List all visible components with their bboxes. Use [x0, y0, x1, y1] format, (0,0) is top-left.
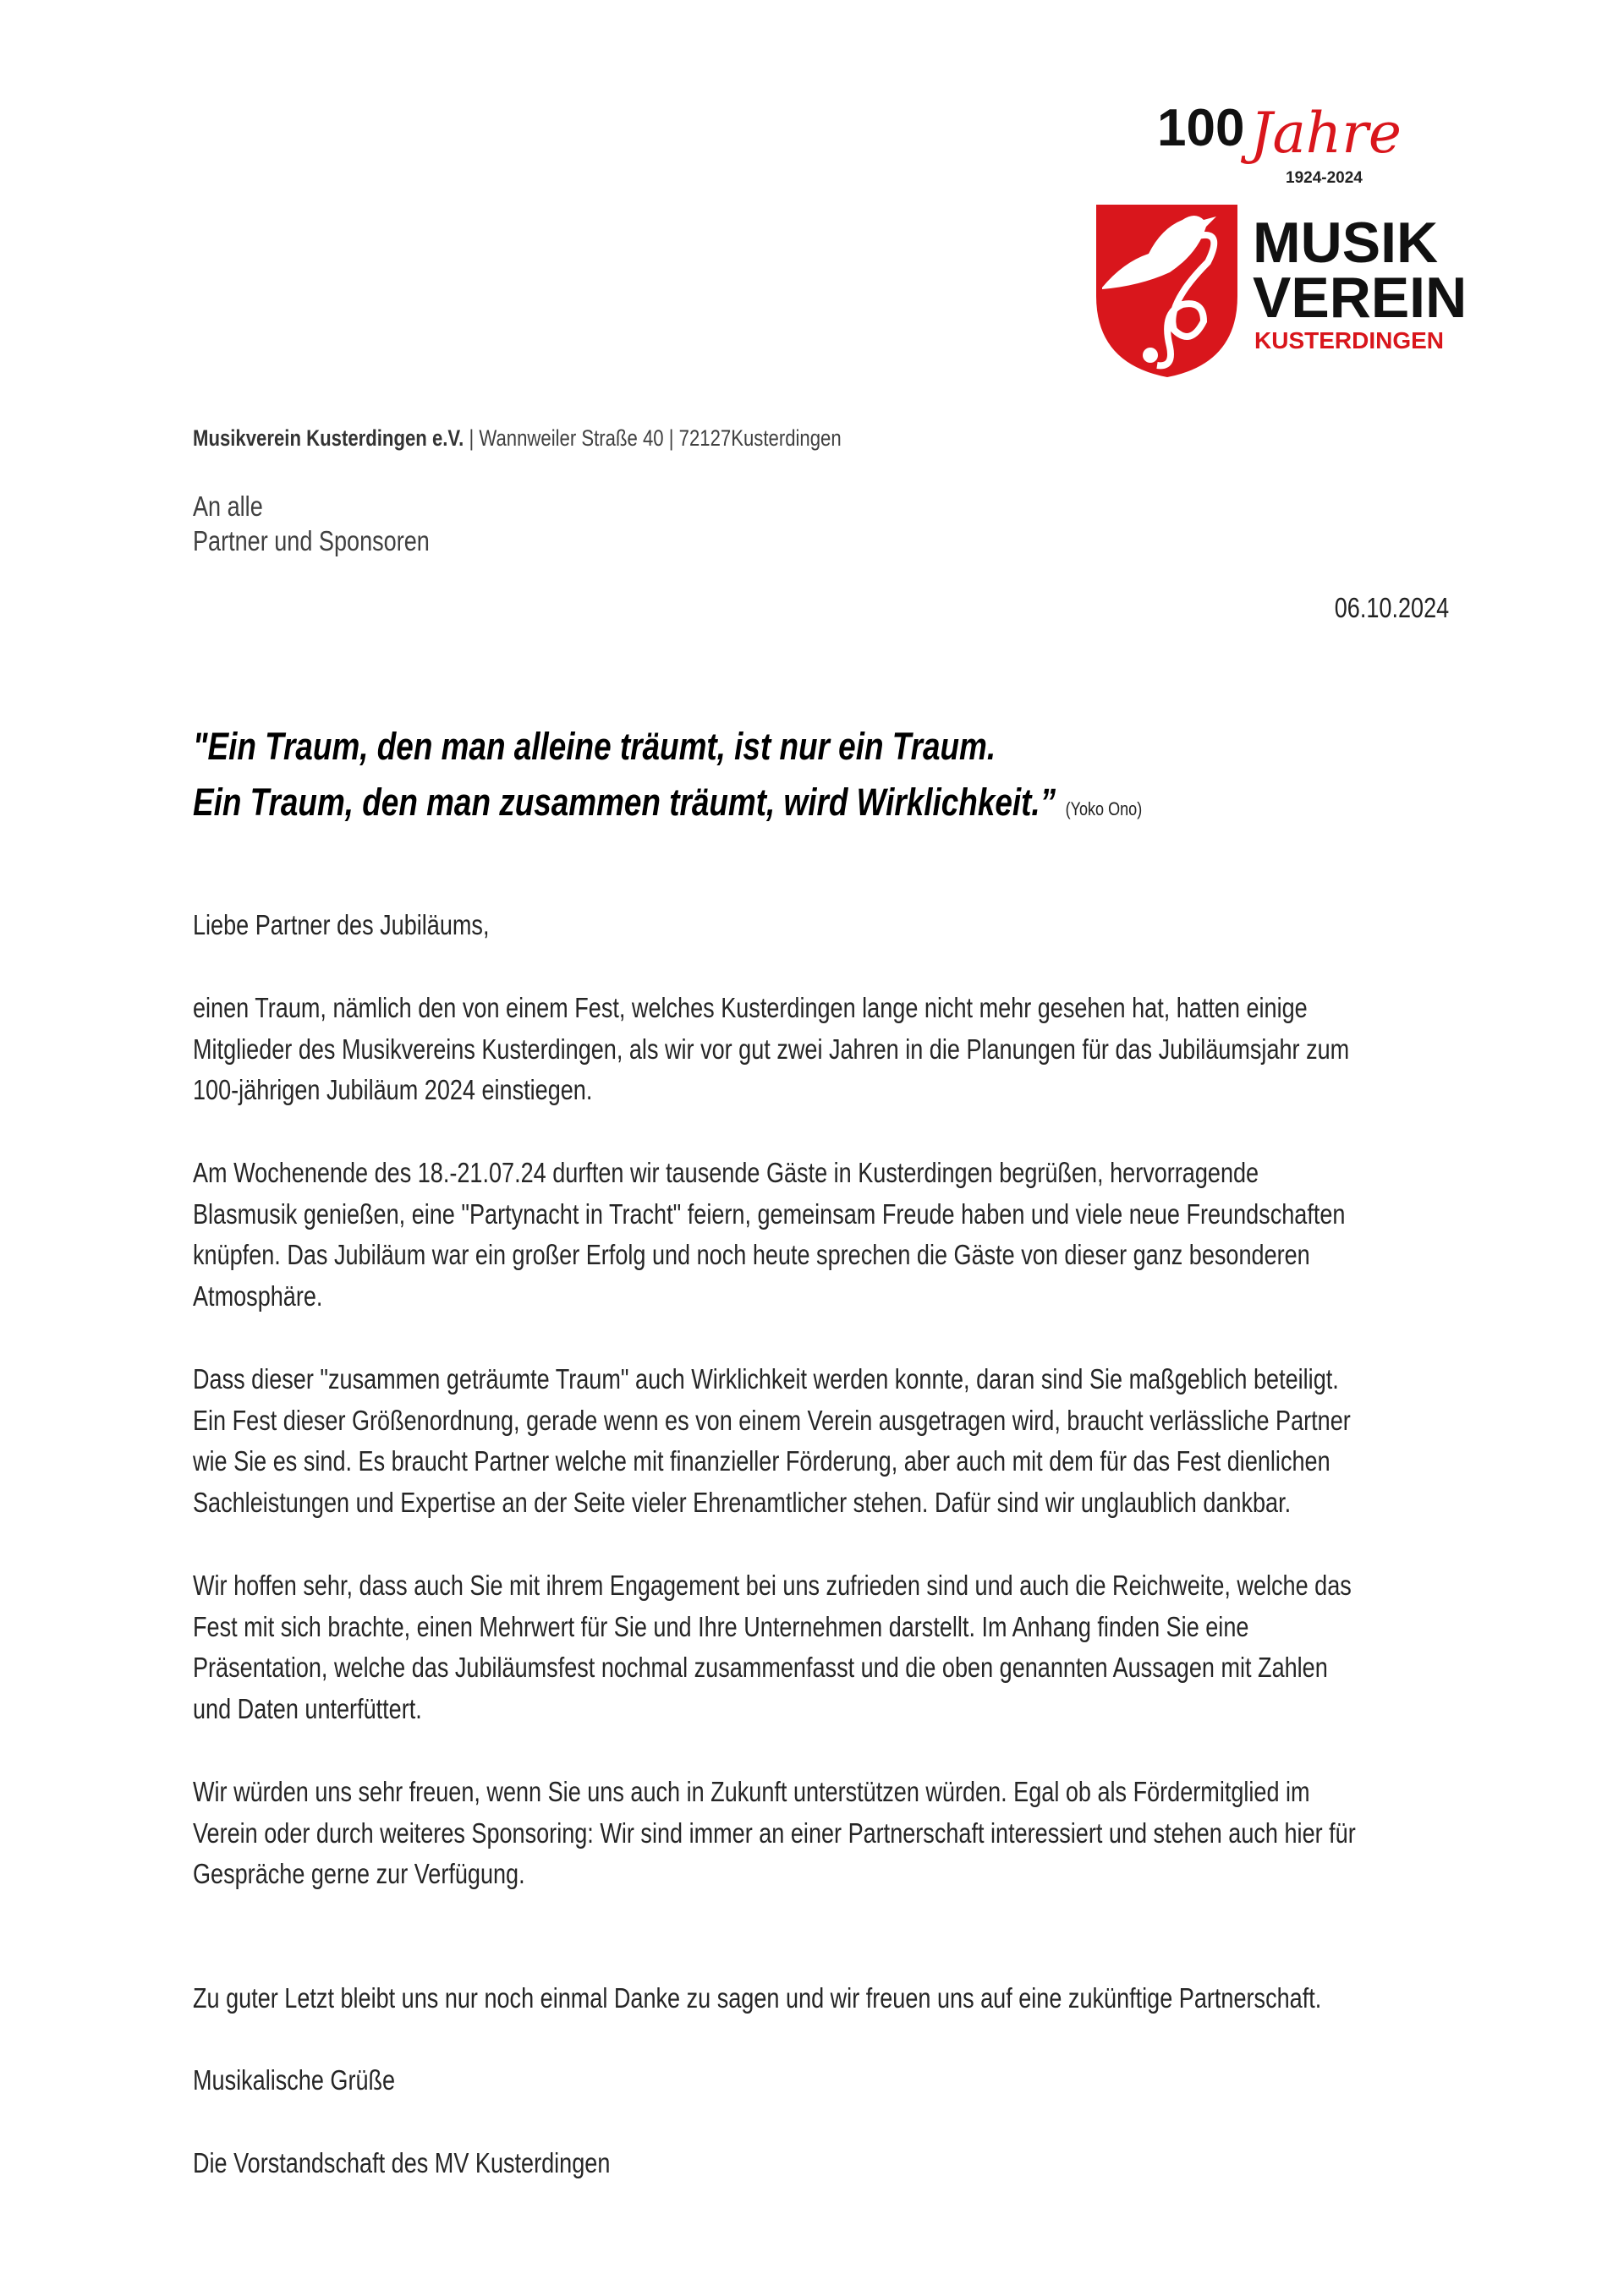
- signature: Die Vorstandschaft des MV Kusterdingen: [193, 2147, 611, 2178]
- paragraph-line: Atmosphäre.: [193, 1280, 323, 1312]
- recipient-block: [193, 489, 430, 558]
- sender-line: [193, 425, 842, 452]
- club-logo: [1089, 93, 1472, 381]
- closing-sentence: Zu guter Letzt bleibt uns nur noch einmal Danke zu sagen und wir freuen uns auf eine zukünftige Partnerschaft.: [193, 1982, 1322, 2014]
- sender-address: | Wannweiler Straße 40 | 72127Kusterdingen: [464, 425, 842, 451]
- paragraph-line: und Daten unterfüttert.: [193, 1692, 422, 1724]
- paragraph-line: Wir hoffen sehr, dass auch Sie mit ihrem Engagement bei uns zufrieden sind und auch die Reichweite, welche das: [193, 1570, 1352, 1601]
- paragraph-line: knüpfen. Das Jubiläum war ein großer Erfolg und noch heute sprechen die Gäste von dieser ganz besonderen: [193, 1239, 1310, 1270]
- paragraph-line: 100-jährigen Jubiläum 2024 einstiegen.: [193, 1074, 593, 1105]
- quote: [193, 719, 1142, 837]
- paragraph-1: [193, 988, 1349, 1111]
- paragraph-line: Sachleistungen und Expertise an der Seite vieler Ehrenamtlicher stehen. Dafür sind wir unglaublich dankbar.: [193, 1486, 1292, 1518]
- paragraph-line: Dass dieser "zusammen geträumte Traum" auch Wirklichkeit werden konnte, daran sind Sie maßgeblich beteiligt.: [193, 1363, 1339, 1395]
- recipient-line1: An alle: [193, 490, 263, 522]
- paragraph-line: Fest mit sich brachte, einen Mehrwert für Sie und Ihre Unternehmen darstellt. Im Anhang finden Sie eine: [193, 1610, 1249, 1642]
- salutation: Liebe Partner des Jubiläums,: [193, 909, 490, 940]
- paragraph-3: [193, 1359, 1351, 1523]
- logo-years: 1924-2024: [1286, 169, 1363, 187]
- paragraph-line: Wir würden uns sehr freuen, wenn Sie uns auch in Zukunft unterstützen würden. Egal ob als Fördermitglied im: [193, 1776, 1310, 1807]
- paragraph-4: [193, 1565, 1352, 1729]
- paragraph-line: Blasmusik genießen, eine "Partynacht in Tracht" feiern, gemeinsam Freude haben und viele neue Freundschaften: [193, 1197, 1346, 1230]
- logo-line2: VEREIN: [1253, 266, 1468, 330]
- logo-line1: MUSIK: [1253, 211, 1439, 275]
- paragraph-line: Ein Fest dieser Größenordnung, gerade wenn es von einem Verein ausgetragen wird, braucht verlässliche Partner: [193, 1404, 1351, 1436]
- sender-name: Musikverein Kusterdingen e.V.: [193, 425, 464, 451]
- logo-line3: KUSTERDINGEN: [1254, 327, 1445, 353]
- paragraph-2: [193, 1153, 1345, 1317]
- greeting: Musikalische Grüße: [193, 2064, 396, 2096]
- paragraph-5: [193, 1772, 1356, 1895]
- logo-anniversary-number: 100: [1157, 99, 1245, 157]
- paragraph-line: wie Sie es sind. Es braucht Partner welche mit finanzieller Förderung, aber auch mit dem für das Fest dienlichen: [193, 1445, 1330, 1477]
- paragraph-line: Mitglieder des Musikvereins Kusterdingen, als wir vor gut zwei Jahren in die Planungen für das Jubiläumsjahr zum: [193, 1033, 1350, 1065]
- paragraph-line: Präsentation, welche das Jubiläumsfest nochmal zusammenfasst und die oben genannten Aussagen mit Zahlen: [193, 1652, 1328, 1683]
- quote-line1: "Ein Traum, den man alleine träumt, ist nur ein Traum.: [193, 725, 996, 768]
- recipient-line2: Partner und Sponsoren: [193, 525, 430, 556]
- quote-line2: Ein Traum, den man zusammen träumt, wird Wirklichkeit.”: [193, 781, 1056, 824]
- logo-anniversary-word: Jahre: [1250, 101, 1402, 166]
- paragraph-line: Gespräche gerne zur Verfügung.: [193, 1858, 525, 1889]
- paragraph-line: einen Traum, nämlich den von einem Fest, welches Kusterdingen lange nicht mehr gesehen hat, hatten einige: [193, 992, 1308, 1023]
- letter-date: 06.10.2024: [1334, 592, 1449, 623]
- paragraph-line: Verein oder durch weiteres Sponsoring: Wir sind immer an einer Partnerschaft interessiert und stehen auch hier für: [193, 1817, 1356, 1849]
- shield-treble-clef-bird-icon: [1096, 205, 1237, 377]
- quote-source: (Yoko Ono): [1065, 798, 1143, 819]
- paragraph-line: Am Wochenende des 18.-21.07.24 durften wir tausende Gäste in Kusterdingen begrüßen, hervorragende: [193, 1157, 1259, 1188]
